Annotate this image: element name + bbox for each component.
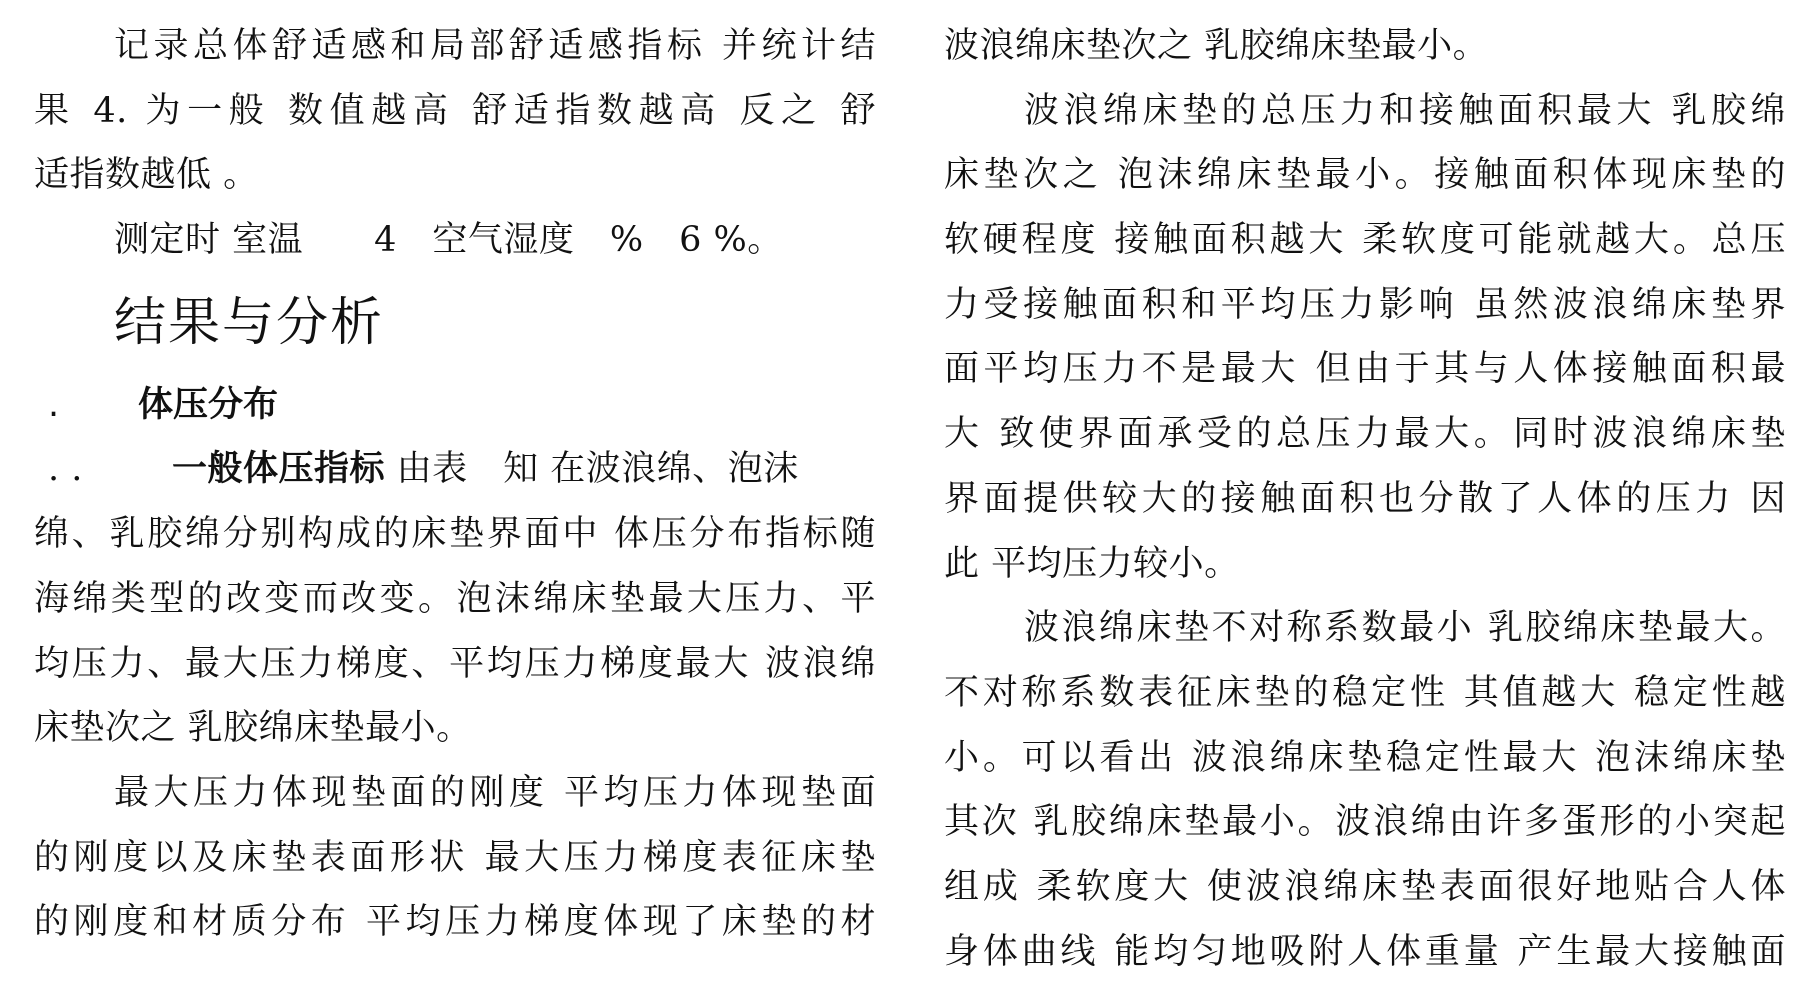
paragraph-line: 小。可以看出 波浪绵床垫稳定性最大 泡沫绵床垫	[944, 737, 1786, 778]
subsection-number: .	[48, 384, 60, 425]
paragraph-line: 的刚度以及床垫表面形状 最大压力梯度表征床垫	[34, 837, 876, 878]
right-column	[944, 14, 1786, 984]
subsection-title: 体压分布	[138, 384, 279, 425]
paragraph-line: 大 致使界面承受的总压力最大。同时波浪绵床垫	[944, 414, 1786, 455]
paragraph-line: 测定时 室温 4 空气湿度 % 6 %。	[114, 220, 783, 261]
paragraph-line: 的刚度和材质分布 平均压力梯度体现了床垫的材	[34, 902, 876, 943]
paragraph-line: 波浪绵床垫不对称系数最小 乳胶绵床垫最大。	[1024, 608, 1786, 649]
paragraph-line: 床垫次之 泡沫绵床垫最小。接触面积体现床垫的	[944, 155, 1786, 196]
paragraph-line: 此 平均压力较小。	[944, 543, 1240, 584]
paragraph-line: 记录总体舒适感和局部舒适感指标 并统计结	[114, 26, 876, 66]
paragraph-line: 力受接触面积和平均压力影响 虽然波浪绵床垫界	[944, 284, 1786, 325]
paragraph-line: 不对称系数表征床垫的稳定性 其值越大 稳定性越	[944, 672, 1786, 713]
paragraph-line	[34, 437, 876, 502]
paragraph-line: 床垫次之 乳胶绵床垫最小。	[34, 708, 472, 749]
left-column	[34, 14, 876, 955]
paragraph-line: 最大压力体现垫面的刚度 平均压力体现垫面	[114, 772, 876, 813]
paragraph-line: 适指数越低 。	[34, 155, 259, 196]
subsubsection-number: . .	[48, 449, 83, 490]
paragraph-line: 界面提供较大的接触面积也分散了人体的压力 因	[944, 478, 1786, 519]
runin-text: 由表 知 在波浪绵、泡沫	[385, 449, 799, 490]
paragraph-line: 波浪绵床垫的总压力和接触面积最大 乳胶绵	[1024, 90, 1786, 131]
paragraph-line: 绵、乳胶绵分别构成的床垫界面中 体压分布指标随	[34, 514, 876, 555]
paragraph-line: 面平均压力不是最大 但由于其与人体接触面积最	[944, 349, 1786, 390]
paragraph-line: 软硬程度 接触面积越大 柔软度可能就越大。总压	[944, 220, 1786, 261]
paragraph-line: 组成 柔软度大 使波浪绵床垫表面很好地贴合人体	[944, 866, 1786, 907]
paragraph-line: 身体曲线 能均匀地吸附人体重量 产生最大接触面	[944, 931, 1786, 972]
paragraph-line: 其次 乳胶绵床垫最小。波浪绵由许多蛋形的小突起	[944, 802, 1786, 843]
subsection-heading	[34, 373, 876, 438]
paragraph-line: 均压力、最大压力梯度、平均压力梯度最大 波浪绵	[34, 643, 876, 684]
paragraph-line: 果 4. 为一般 数值越高 舒适指数越高 反之 舒	[34, 90, 876, 131]
paragraph-line: 波浪绵床垫次之 乳胶绵床垫最小。	[944, 26, 1489, 66]
section-heading: 结果与分析	[114, 292, 385, 353]
runin-title: 一般体压指标	[172, 449, 386, 490]
paragraph-line: 海绵类型的改变而改变。泡沫绵床垫最大压力、平	[34, 578, 876, 619]
